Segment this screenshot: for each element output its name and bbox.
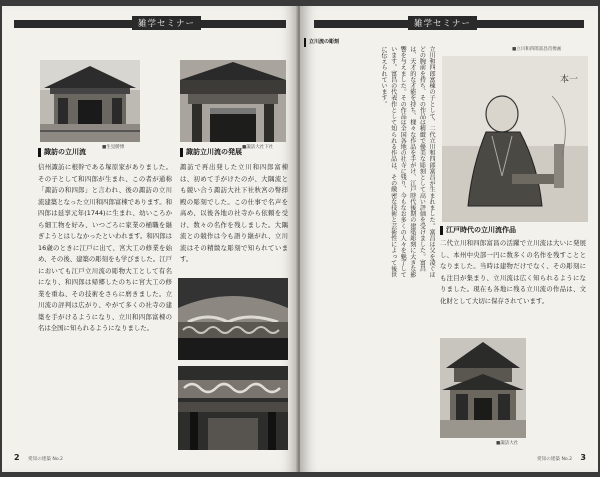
vertical-body-text: 立川和四郎富棟の子として、二代立川和四郎富昌が生まれました。富昌は父を凌ぐほどの腕前を持ち、その作品は精緻で優美な彫刻として高い評価を受けました。富昌は、天才的な才能を持ち、様々な作品を手がけ、江戸時代後期の建築彫刻に大きな影響を与えました。その作品は全国各地の社寺に残り、今もなお多くの人々を魅了しています。富昌の代表作として知られる作品は、その緻密な技術と芸術性によって後世に伝えられています。	[380, 46, 435, 278]
body-text-column-b: 諏訪で再出発した立川和四郎富棟は、初めて手がけたのが、大隅流とも競い合う諏訪大社下社秋宮の幣拝殿の彫刻でした。この仕事で名声を高め、以後各地の社寺から依頼を受け、数々の名作を残しました。大隅流との競作は今も語り継がれ、立川流はその精緻な彫刻で知られています。	[180, 163, 288, 263]
carved-gate-photo	[180, 60, 286, 142]
portrait-illustration	[442, 56, 588, 222]
section-title-development: 諏訪立川流の発展	[180, 148, 242, 157]
footer-right: 愛知の建築 No.2	[537, 457, 572, 462]
page-header-left: 雑学セミナー	[132, 16, 201, 30]
carved-beam-photo	[178, 366, 288, 450]
page-number-right: 3	[580, 453, 586, 462]
body-text-column-c: 二代立川和四郎富昌の活躍で立川流は大いに発展し、本州中央部一円に数多くの名作を残すこととなりました。当時は建物だけでなく、その彫刻にも注目が集まり、立川流は広く知られるようになりました。現在も各地に残る立川流の作品は、文化財として大切に保存されています。	[440, 239, 586, 305]
photo1-caption: ■生見勝博	[102, 145, 125, 150]
footer-left: 愛知の建築 No.2	[28, 457, 63, 462]
body-text-column-a: 信州諏訪に根幹である塚原家がありました。その子として和四郎が生まれ、この者が通称「諏訪の和四郎」と言われ、後の諏訪の立川流建築となった立川和四郎富棟であります。和四郎は延享元年(1744)に生まれ、幼いころから細工物を好み、いつごろに家業の桶職を継ぎようとはしなかったといわれます。和四郎は16歳のときに江戸に出て、宮大工の修業を始め、その後、建築の彫刻をも学びました。江戸においても江戸立川流の彫物大工として有名になり、和四郎は帰郷したのちに宮大工の修業を重ね、その技術をさらに磨きました。立川流の評判は広がり、やがて多くの社寺の建築を手がけるようになり、立川和四郎富棟の名は全国に知られるようになりました。	[38, 163, 172, 332]
left-page	[2, 6, 298, 472]
carved-eave-photo	[178, 278, 288, 360]
photo2-caption: ■諏訪大社下社	[242, 145, 274, 150]
shrine-gate-photo	[40, 60, 140, 142]
subheading-carving: 立川流の彫刻	[304, 38, 339, 47]
photo-caption-shrine: ■諏訪大社	[496, 441, 519, 446]
section-title-suwa-tachikawa: 諏訪の立川流	[38, 148, 86, 157]
right-page	[300, 6, 598, 472]
page-number-left: 2	[14, 453, 20, 462]
section-title-edo-works: 江戸時代の立川流作品	[440, 226, 516, 235]
page-header-right: 雑学セミナー	[408, 16, 477, 30]
portrait-caption: ■立川和四郎富昌肖像画	[512, 47, 562, 52]
shrine-pagoda-photo	[440, 338, 526, 438]
portrait-inscription: 本一	[560, 75, 579, 85]
